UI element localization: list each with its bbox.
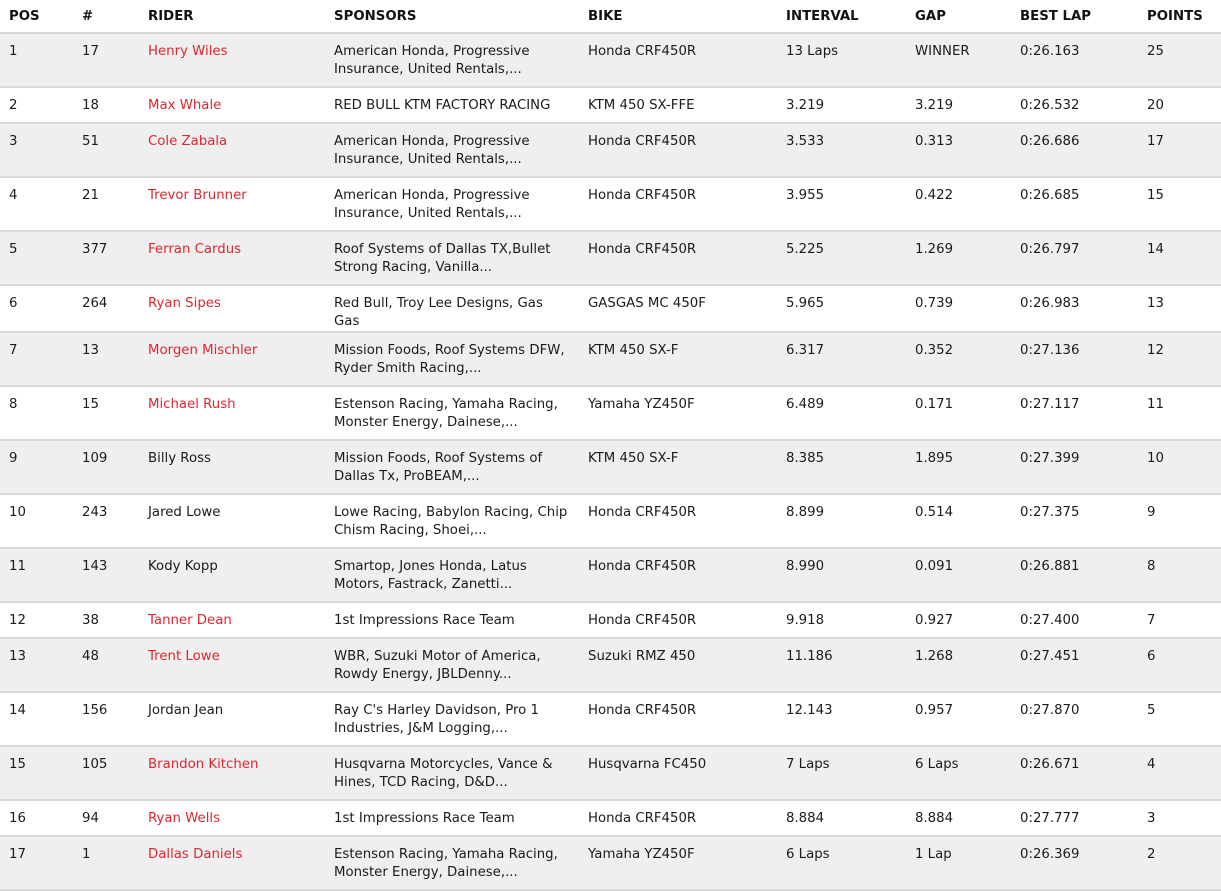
gap-cell: 0.091 [907, 548, 1012, 602]
points-cell: 13 [1139, 285, 1221, 332]
number-cell: 51 [74, 123, 140, 177]
gap-cell: 0.422 [907, 177, 1012, 231]
interval-cell: 6.489 [778, 386, 907, 440]
bike-cell: Honda CRF450R [580, 231, 778, 285]
rider-cell [140, 123, 326, 177]
pos-cell: 15 [0, 746, 74, 800]
interval-cell: 8.899 [778, 494, 907, 548]
best-lap-cell: 0:26.881 [1012, 548, 1139, 602]
points-cell: 10 [1139, 440, 1221, 494]
points-cell: 15 [1139, 177, 1221, 231]
points-cell: 5 [1139, 692, 1221, 746]
points-cell: 11 [1139, 386, 1221, 440]
number-cell: 109 [74, 440, 140, 494]
bike-cell: Honda CRF450R [580, 123, 778, 177]
gap-cell: 1.895 [907, 440, 1012, 494]
rider-name: Jordan Jean [148, 703, 224, 718]
table-row [0, 440, 1221, 494]
number-cell: 94 [74, 800, 140, 836]
sponsors-cell [326, 440, 580, 494]
rider-cell [140, 386, 326, 440]
number-cell: 143 [74, 548, 140, 602]
points-cell: 20 [1139, 87, 1221, 123]
pos-cell: 12 [0, 602, 74, 638]
sponsors-text: American Honda, Progressive Insurance, United Rentals,... [334, 134, 530, 167]
rider-name: Billy Ross [148, 451, 211, 466]
results-body [0, 33, 1221, 890]
interval-cell: 13 Laps [778, 33, 907, 87]
sponsors-cell [326, 177, 580, 231]
col-header-best-lap[interactable]: BEST LAP [1012, 0, 1139, 33]
rider-link[interactable]: Trent Lowe [148, 649, 220, 664]
pos-cell: 7 [0, 332, 74, 386]
table-row [0, 692, 1221, 746]
pos-cell: 11 [0, 548, 74, 602]
sponsors-text: 1st Impressions Race Team [334, 613, 515, 628]
pos-cell: 3 [0, 123, 74, 177]
bike-cell: Honda CRF450R [580, 33, 778, 87]
rider-link[interactable]: Trevor Brunner [148, 188, 247, 203]
sponsors-text: WBR, Suzuki Motor of America, Rowdy Energy, JBLDenny... [334, 649, 541, 682]
bike-cell: Honda CRF450R [580, 800, 778, 836]
rider-link[interactable]: Tanner Dean [148, 613, 232, 628]
pos-cell: 17 [0, 836, 74, 890]
interval-cell: 3.219 [778, 87, 907, 123]
rider-link[interactable]: Morgen Mischler [148, 343, 258, 358]
pos-cell: 1 [0, 33, 74, 87]
points-cell: 9 [1139, 494, 1221, 548]
table-row [0, 836, 1221, 890]
rider-cell [140, 231, 326, 285]
sponsors-text: American Honda, Progressive Insurance, United Rentals,... [334, 188, 530, 221]
gap-cell: 0.352 [907, 332, 1012, 386]
table-row [0, 494, 1221, 548]
interval-cell: 6.317 [778, 332, 907, 386]
sponsors-cell [326, 231, 580, 285]
table-row [0, 332, 1221, 386]
best-lap-cell: 0:27.117 [1012, 386, 1139, 440]
bike-cell: Honda CRF450R [580, 494, 778, 548]
gap-cell: 0.957 [907, 692, 1012, 746]
bike-cell: KTM 450 SX-FFE [580, 87, 778, 123]
table-row [0, 548, 1221, 602]
number-cell: 1 [74, 836, 140, 890]
best-lap-cell: 0:27.375 [1012, 494, 1139, 548]
gap-cell: 1 Lap [907, 836, 1012, 890]
gap-cell: 0.927 [907, 602, 1012, 638]
sponsors-text: American Honda, Progressive Insurance, United Rentals,... [334, 44, 530, 77]
rider-link[interactable]: Cole Zabala [148, 134, 228, 149]
bike-cell: KTM 450 SX-F [580, 332, 778, 386]
table-row [0, 386, 1221, 440]
number-cell: 264 [74, 285, 140, 332]
sponsors-cell [326, 33, 580, 87]
col-header-sponsors[interactable]: SPONSORS [326, 0, 580, 33]
interval-cell: 3.533 [778, 123, 907, 177]
points-cell: 8 [1139, 548, 1221, 602]
rider-cell [140, 87, 326, 123]
best-lap-cell: 0:26.983 [1012, 285, 1139, 332]
col-header-interval[interactable]: INTERVAL [778, 0, 907, 33]
interval-cell: 5.965 [778, 285, 907, 332]
rider-link[interactable]: Max Whale [148, 98, 222, 113]
bike-cell: Honda CRF450R [580, 602, 778, 638]
sponsors-text: Husqvarna Motorcycles, Vance & Hines, TCD Racing, D&D... [334, 757, 553, 790]
bike-cell: Suzuki RMZ 450 [580, 638, 778, 692]
sponsors-text: Roof Systems of Dallas TX,Bullet Strong Racing, Vanilla... [334, 242, 551, 275]
best-lap-cell: 0:26.685 [1012, 177, 1139, 231]
sponsors-cell [326, 386, 580, 440]
rider-cell [140, 440, 326, 494]
interval-cell: 11.186 [778, 638, 907, 692]
sponsors-cell [326, 836, 580, 890]
rider-link[interactable]: Brandon Kitchen [148, 757, 259, 772]
table-row [0, 638, 1221, 692]
pos-cell: 13 [0, 638, 74, 692]
number-cell: 156 [74, 692, 140, 746]
pos-cell: 2 [0, 87, 74, 123]
rider-link[interactable]: Henry Wiles [148, 44, 228, 59]
gap-cell: 8.884 [907, 800, 1012, 836]
points-cell: 12 [1139, 332, 1221, 386]
table-row [0, 177, 1221, 231]
rider-link[interactable]: Ryan Wells [148, 811, 221, 826]
gap-cell: 0.313 [907, 123, 1012, 177]
interval-cell: 8.990 [778, 548, 907, 602]
rider-cell [140, 494, 326, 548]
number-cell: 38 [74, 602, 140, 638]
table-header-row [0, 0, 1221, 33]
rider-name: Jared Lowe [148, 505, 221, 520]
col-header-pos[interactable]: POS [0, 0, 74, 33]
col-header-number[interactable]: # [74, 0, 140, 33]
rider-cell [140, 692, 326, 746]
sponsors-text: 1st Impressions Race Team [334, 811, 515, 826]
pos-cell: 6 [0, 285, 74, 332]
number-cell: 243 [74, 494, 140, 548]
bike-cell: KTM 450 SX-F [580, 440, 778, 494]
sponsors-cell [326, 87, 580, 123]
number-cell: 377 [74, 231, 140, 285]
interval-cell: 7 Laps [778, 746, 907, 800]
best-lap-cell: 0:26.686 [1012, 123, 1139, 177]
sponsors-text: Ray C's Harley Davidson, Pro 1 Industries, J&M Logging,... [334, 703, 539, 736]
table-row [0, 800, 1221, 836]
bike-cell: Husqvarna FC450 [580, 746, 778, 800]
sponsors-cell [326, 332, 580, 386]
gap-cell: 1.268 [907, 638, 1012, 692]
rider-cell [140, 638, 326, 692]
number-cell: 18 [74, 87, 140, 123]
sponsors-cell [326, 123, 580, 177]
sponsors-text: Mission Foods, Roof Systems of Dallas Tx, ProBEAM,... [334, 451, 543, 484]
points-cell: 4 [1139, 746, 1221, 800]
interval-cell: 8.884 [778, 800, 907, 836]
best-lap-cell: 0:27.777 [1012, 800, 1139, 836]
rider-link[interactable]: Ryan Sipes [148, 296, 221, 311]
number-cell: 15 [74, 386, 140, 440]
bike-cell: Honda CRF450R [580, 692, 778, 746]
rider-link[interactable]: Michael Rush [148, 397, 236, 412]
gap-cell: 3.219 [907, 87, 1012, 123]
rider-cell [140, 332, 326, 386]
sponsors-cell [326, 285, 580, 332]
gap-cell: 1.269 [907, 231, 1012, 285]
interval-cell: 6 Laps [778, 836, 907, 890]
pos-cell: 9 [0, 440, 74, 494]
rider-cell [140, 746, 326, 800]
sponsors-cell [326, 692, 580, 746]
col-header-rider[interactable]: RIDER [140, 0, 326, 33]
table-row [0, 602, 1221, 638]
best-lap-cell: 0:26.671 [1012, 746, 1139, 800]
best-lap-cell: 0:26.369 [1012, 836, 1139, 890]
number-cell: 105 [74, 746, 140, 800]
number-cell: 21 [74, 177, 140, 231]
rider-name: Kody Kopp [148, 559, 218, 574]
points-cell: 17 [1139, 123, 1221, 177]
table-row [0, 231, 1221, 285]
gap-cell: 6 Laps [907, 746, 1012, 800]
sponsors-text: Estenson Racing, Yamaha Racing, Monster Energy, Dainese,... [334, 397, 558, 430]
rider-cell [140, 177, 326, 231]
sponsors-text: Smartop, Jones Honda, Latus Motors, Fastrack, Zanetti... [334, 559, 527, 592]
interval-cell: 8.385 [778, 440, 907, 494]
pos-cell: 8 [0, 386, 74, 440]
sponsors-cell [326, 638, 580, 692]
rider-cell [140, 836, 326, 890]
interval-cell: 3.955 [778, 177, 907, 231]
interval-cell: 5.225 [778, 231, 907, 285]
best-lap-cell: 0:26.797 [1012, 231, 1139, 285]
pos-cell: 14 [0, 692, 74, 746]
pos-cell: 4 [0, 177, 74, 231]
sponsors-cell [326, 746, 580, 800]
gap-cell: 0.739 [907, 285, 1012, 332]
col-header-bike[interactable]: BIKE [580, 0, 778, 33]
table-row [0, 746, 1221, 800]
table-row [0, 33, 1221, 87]
sponsors-cell [326, 800, 580, 836]
sponsors-text: Red Bull, Troy Lee Designs, Gas Gas [334, 296, 543, 329]
gap-cell: 0.514 [907, 494, 1012, 548]
rider-cell [140, 800, 326, 836]
points-cell: 7 [1139, 602, 1221, 638]
sponsors-text: Estenson Racing, Yamaha Racing, Monster Energy, Dainese,... [334, 847, 558, 880]
best-lap-cell: 0:27.400 [1012, 602, 1139, 638]
rider-cell [140, 548, 326, 602]
sponsors-cell [326, 602, 580, 638]
rider-link[interactable]: Ferran Cardus [148, 242, 242, 257]
table-row [0, 285, 1221, 332]
sponsors-text: Mission Foods, Roof Systems DFW, Ryder Smith Racing,... [334, 343, 565, 376]
bike-cell: Yamaha YZ450F [580, 386, 778, 440]
points-cell: 2 [1139, 836, 1221, 890]
rider-cell [140, 602, 326, 638]
best-lap-cell: 0:27.399 [1012, 440, 1139, 494]
bike-cell: Yamaha YZ450F [580, 836, 778, 890]
sponsors-text: RED BULL KTM FACTORY RACING [334, 98, 551, 113]
gap-cell: 0.171 [907, 386, 1012, 440]
table-row [0, 87, 1221, 123]
col-header-gap[interactable]: GAP [907, 0, 1012, 33]
number-cell: 17 [74, 33, 140, 87]
pos-cell: 5 [0, 231, 74, 285]
rider-link[interactable]: Dallas Daniels [148, 847, 243, 862]
pos-cell: 10 [0, 494, 74, 548]
interval-cell: 9.918 [778, 602, 907, 638]
pos-cell: 16 [0, 800, 74, 836]
number-cell: 48 [74, 638, 140, 692]
sponsors-cell [326, 548, 580, 602]
table-row [0, 123, 1221, 177]
best-lap-cell: 0:27.136 [1012, 332, 1139, 386]
rider-cell [140, 285, 326, 332]
points-cell: 3 [1139, 800, 1221, 836]
gap-cell: WINNER [907, 33, 1012, 87]
best-lap-cell: 0:26.532 [1012, 87, 1139, 123]
number-cell: 13 [74, 332, 140, 386]
points-cell: 6 [1139, 638, 1221, 692]
interval-cell: 12.143 [778, 692, 907, 746]
col-header-points[interactable]: POINTS [1139, 0, 1221, 33]
points-cell: 14 [1139, 231, 1221, 285]
best-lap-cell: 0:27.870 [1012, 692, 1139, 746]
rider-cell [140, 33, 326, 87]
best-lap-cell: 0:27.451 [1012, 638, 1139, 692]
best-lap-cell: 0:26.163 [1012, 33, 1139, 87]
bike-cell: Honda CRF450R [580, 548, 778, 602]
bike-cell: GASGAS MC 450F [580, 285, 778, 332]
sponsors-cell [326, 494, 580, 548]
bike-cell: Honda CRF450R [580, 177, 778, 231]
points-cell: 25 [1139, 33, 1221, 87]
sponsors-text: Lowe Racing, Babylon Racing, Chip Chism Racing, Shoei,... [334, 505, 568, 538]
